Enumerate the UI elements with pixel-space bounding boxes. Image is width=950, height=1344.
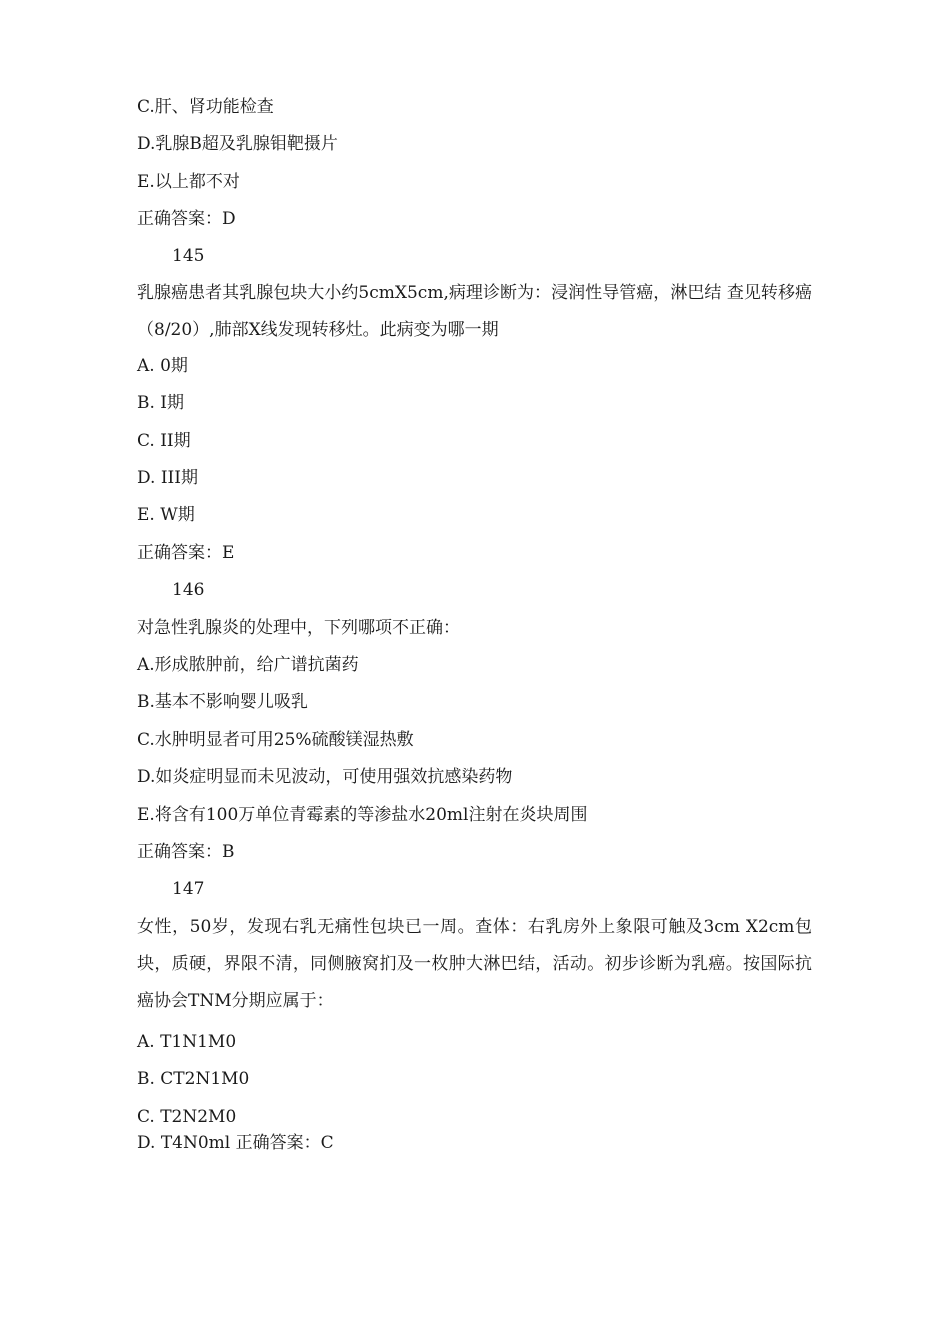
q147-option-b: B. CT2N1M0 — [137, 1069, 250, 1089]
q145-option-d: D. III期 — [137, 468, 198, 488]
q145-answer: 正确答案：E — [137, 543, 235, 563]
q145-stem: 乳腺癌患者其乳腺包块大小约5cmX5cm,病理诊断为：浸润性导管癌，淋巴结 查见转移癌（8/20）,肺部X线发现转移灶。此病变为哪一期 — [137, 283, 812, 340]
q146-option-d: D.如炎症明显而未见波动，可使用强效抗感染药物 — [137, 767, 513, 787]
q144-option-c: C.肝、肾功能检查 — [137, 97, 274, 117]
q145-option-b: B. I期 — [137, 393, 185, 413]
q146-answer: 正确答案：B — [137, 842, 235, 862]
q147-option-d-and-answer: D. T4N0ml 正确答案：C — [137, 1133, 334, 1153]
q146-option-c: C.水肿明显者可用25%硫酸镁湿热敷 — [137, 730, 414, 750]
q144-answer: 正确答案：D — [137, 209, 236, 229]
q147-option-a: A. T1N1M0 — [137, 1032, 237, 1052]
q146-option-a: A.形成脓肿前，给广谱抗菌药 — [137, 655, 359, 675]
q147-option-c: C. T2N2M0 — [137, 1107, 237, 1127]
q144-option-e: E.以上都不对 — [137, 172, 240, 192]
q145-option-c: C. II期 — [137, 431, 191, 451]
q146-option-b: B.基本不影响婴儿吸乳 — [137, 692, 308, 712]
q146-option-e: E.将含有100万单位青霉素的等渗盐水20ml注射在炎块周围 — [137, 805, 588, 825]
q144-option-d: D.乳腺B超及乳腺钼靶摄片 — [137, 134, 338, 154]
q146-number: 146 — [172, 580, 205, 600]
q145-option-a: A. 0期 — [137, 356, 188, 376]
q147-number: 147 — [172, 879, 205, 899]
q145-option-e: E. W期 — [137, 505, 195, 525]
q145-number: 145 — [172, 246, 205, 266]
q147-stem: 女性，50岁，发现右乳无痛性包块已一周。查体：右乳房外上象限可触及3cm X2cm包块，质硬，界限不清，同侧腋窝扪及一枚肿大淋巴结，活动。初步诊断为乳癌。按国际抗癌协会TNM分期应属于： — [137, 917, 812, 1011]
q146-stem: 对急性乳腺炎的处理中，下列哪项不正确： — [137, 618, 460, 638]
